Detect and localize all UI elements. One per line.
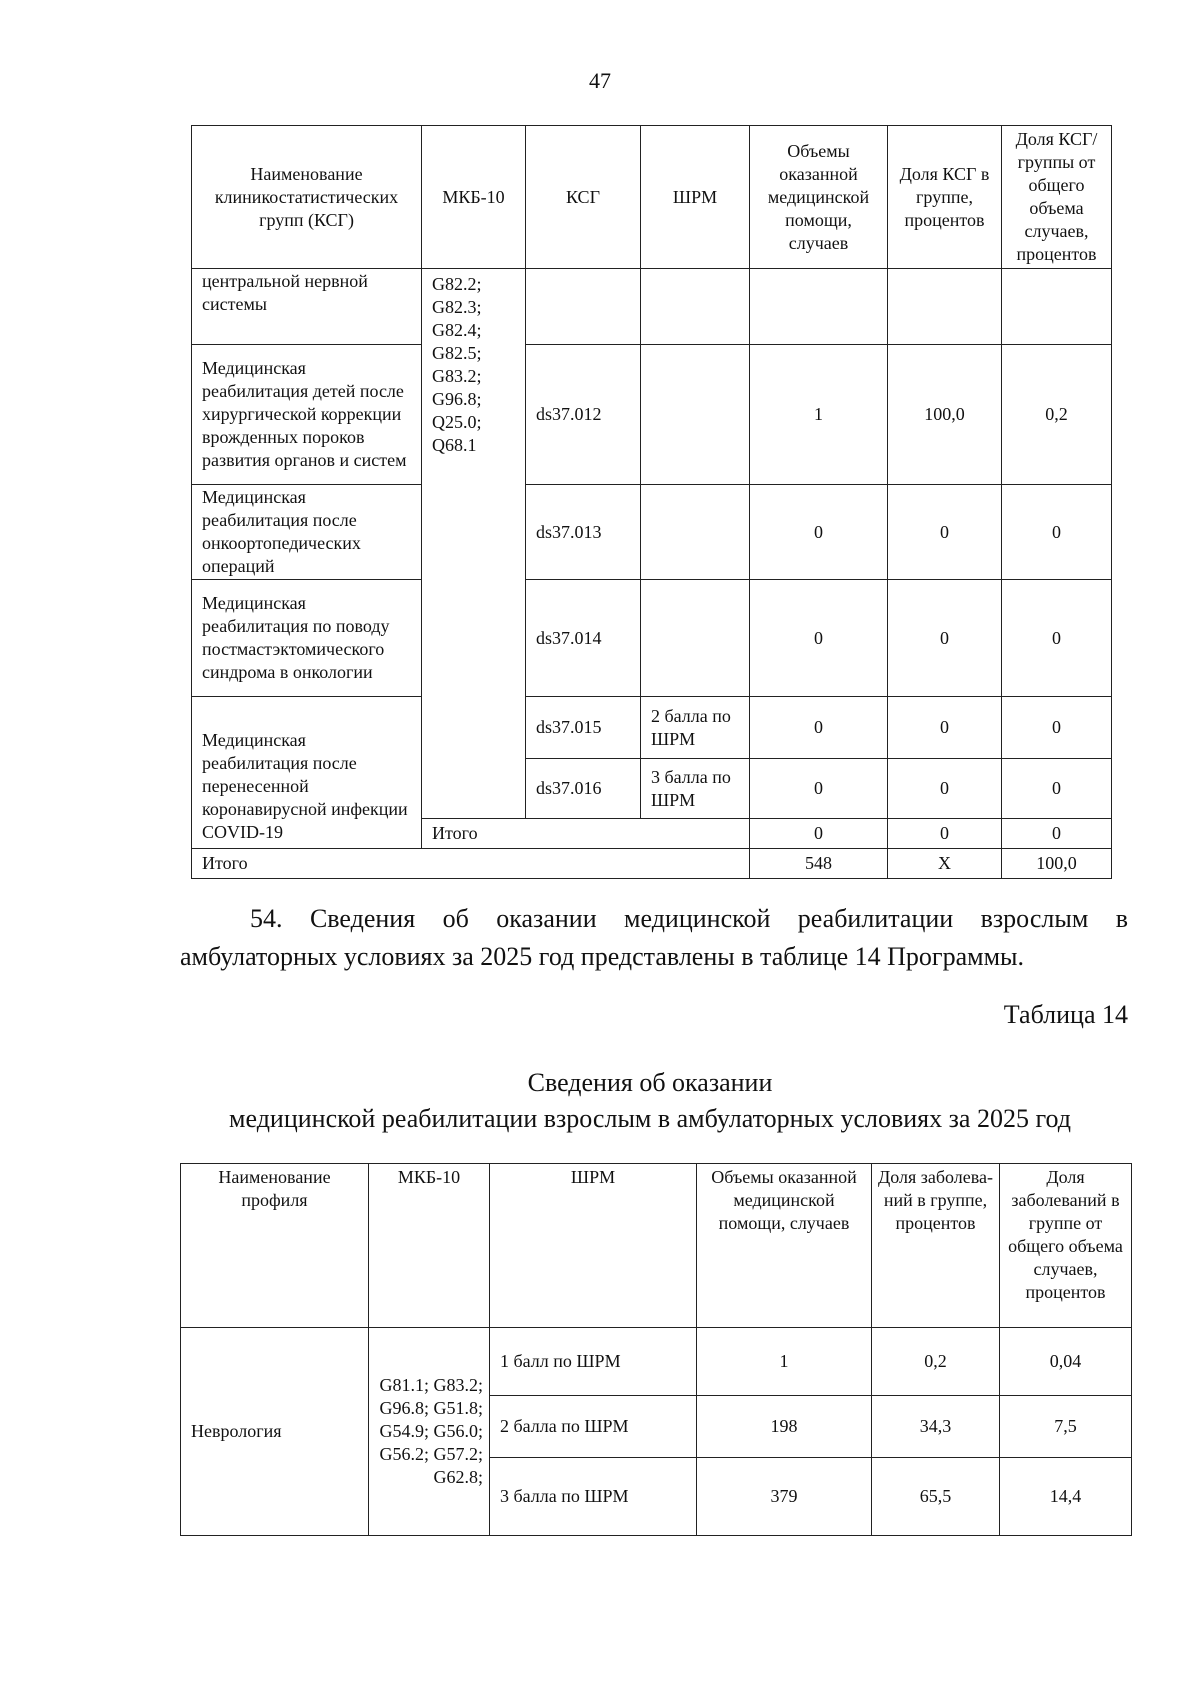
- volume-cell: 0: [750, 485, 888, 580]
- total-share-cell: [1002, 269, 1112, 345]
- share-cell: 0: [888, 759, 1002, 819]
- subtotal-label: Итого: [422, 819, 750, 849]
- share-cell: 0: [888, 819, 1002, 849]
- ksg-name-cell: Медицинская реабилитация по поводу постмастэктомического синдрома в онкологии: [192, 580, 422, 697]
- header-ksg-name: Наименование клиникостатистических групп (КСГ): [192, 126, 422, 269]
- shrm-cell: [641, 345, 750, 485]
- total-share-cell: 0: [1002, 697, 1112, 759]
- table-header-row: [181, 1164, 1132, 1328]
- total-share-cell: 100,0: [1002, 849, 1112, 879]
- header-total-share: Доля КСГ/ группы от общего объема случаев, процентов: [1002, 126, 1112, 269]
- share-cell: [888, 269, 1002, 345]
- ksg-code-cell: [526, 269, 641, 345]
- total-share-cell: 0: [1002, 485, 1112, 580]
- volume-cell: 0: [750, 580, 888, 697]
- volume-cell: 379: [697, 1458, 872, 1536]
- total-label: Итого: [192, 849, 750, 879]
- volume-cell: 0: [750, 819, 888, 849]
- ksg-code-cell: ds37.014: [526, 580, 641, 697]
- share-cell: 0: [888, 697, 1002, 759]
- share-cell: 65,5: [872, 1458, 1000, 1536]
- table-row: [192, 580, 1112, 697]
- ksg-table: [191, 125, 1112, 879]
- mkb-codes-cell: G82.2; G82.3; G82.4; G82.5; G83.2; G96.8; Q25.0; Q68.1: [422, 269, 526, 819]
- table-title-line-1: Сведения об оказании: [527, 1068, 773, 1097]
- header-mkb: МКБ-10: [422, 126, 526, 269]
- mkb-codes-cell: G81.1; G83.2; G96.8; G51.8; G54.9; G56.0; G56.2; G57.2; G62.8;: [369, 1328, 490, 1536]
- header-shrm: ШРМ: [490, 1164, 697, 1328]
- profile-cell: Неврология: [181, 1328, 369, 1536]
- table-row: [192, 697, 1112, 759]
- table-caption: Таблица 14: [1003, 1000, 1128, 1029]
- total-share-cell: 0: [1002, 759, 1112, 819]
- shrm-cell: 3 балла по ШРМ: [641, 759, 750, 819]
- total-share-cell: 0: [1002, 819, 1112, 849]
- ksg-name-cell: Медицинская реабилитация детей после хирургической коррекции врожденных пороков развития органов и систем: [192, 345, 422, 485]
- ksg-code-cell: ds37.016: [526, 759, 641, 819]
- shrm-cell: [641, 580, 750, 697]
- total-share-cell: 7,5: [1000, 1396, 1132, 1458]
- shrm-cell: 2 балла по ШРМ: [641, 697, 750, 759]
- header-profile: Наименование профиля: [181, 1164, 369, 1328]
- total-share-cell: 0: [1002, 580, 1112, 697]
- shrm-cell: 3 балла по ШРМ: [490, 1458, 697, 1536]
- volume-cell: 0: [750, 697, 888, 759]
- table-title: [150, 1065, 1150, 1137]
- share-cell: 100,0: [888, 345, 1002, 485]
- header-mkb: МКБ-10: [369, 1164, 490, 1328]
- volume-cell: 1: [750, 345, 888, 485]
- total-share-cell: 0,04: [1000, 1328, 1132, 1396]
- shrm-cell: [641, 485, 750, 580]
- rehab-table: [180, 1163, 1132, 1536]
- header-total-share: Доля заболеваний в группе от общего объема случаев, процентов: [1000, 1164, 1132, 1328]
- share-cell: 0: [888, 580, 1002, 697]
- ksg-code-cell: ds37.012: [526, 345, 641, 485]
- table-header-row: [192, 126, 1112, 269]
- total-row: [192, 849, 1112, 879]
- table-row: [192, 485, 1112, 580]
- share-cell: 0: [888, 485, 1002, 580]
- shrm-cell: [641, 269, 750, 345]
- shrm-cell: 1 балл по ШРМ: [490, 1328, 697, 1396]
- volume-cell: 548: [750, 849, 888, 879]
- header-share: Доля заболева-ний в группе, процентов: [872, 1164, 1000, 1328]
- table-row: [192, 345, 1112, 485]
- header-shrm: ШРМ: [641, 126, 750, 269]
- ksg-code-cell: ds37.015: [526, 697, 641, 759]
- share-cell: 0,2: [872, 1328, 1000, 1396]
- header-volume: Объемы оказанной медицинской помощи, случаев: [750, 126, 888, 269]
- shrm-cell: 2 балла по ШРМ: [490, 1396, 697, 1458]
- total-share-cell: 0,2: [1002, 345, 1112, 485]
- share-cell: Х: [888, 849, 1002, 879]
- ksg-name-cell: Медицинская реабилитация после онкоортопедических операций: [192, 485, 422, 580]
- table-row: [181, 1328, 1132, 1396]
- ksg-name-cell: центральной нервной системы: [192, 269, 422, 345]
- table-row: [192, 269, 1112, 345]
- paragraph-54: 54. Сведения об оказании медицинской реабилитации взрослым в амбулаторных условиях за 2025 год представлены в таблице 14 Программы.: [180, 904, 1128, 971]
- header-share: Доля КСГ в группе, процентов: [888, 126, 1002, 269]
- total-share-cell: 14,4: [1000, 1458, 1132, 1536]
- page-number: 47: [589, 68, 611, 93]
- table-title-line-2: медицинской реабилитации взрослым в амбулаторных условиях за 2025 год: [229, 1104, 1071, 1133]
- ksg-code-cell: ds37.013: [526, 485, 641, 580]
- header-ksg: КСГ: [526, 126, 641, 269]
- header-volume: Объемы оказанной медицинской помощи, случаев: [697, 1164, 872, 1328]
- volume-cell: 1: [697, 1328, 872, 1396]
- ksg-name-cell: Медицинская реабилитация после перенесенной коронавирусной инфекции COVID-19: [192, 697, 422, 849]
- share-cell: 34,3: [872, 1396, 1000, 1458]
- volume-cell: [750, 269, 888, 345]
- volume-cell: 0: [750, 759, 888, 819]
- volume-cell: 198: [697, 1396, 872, 1458]
